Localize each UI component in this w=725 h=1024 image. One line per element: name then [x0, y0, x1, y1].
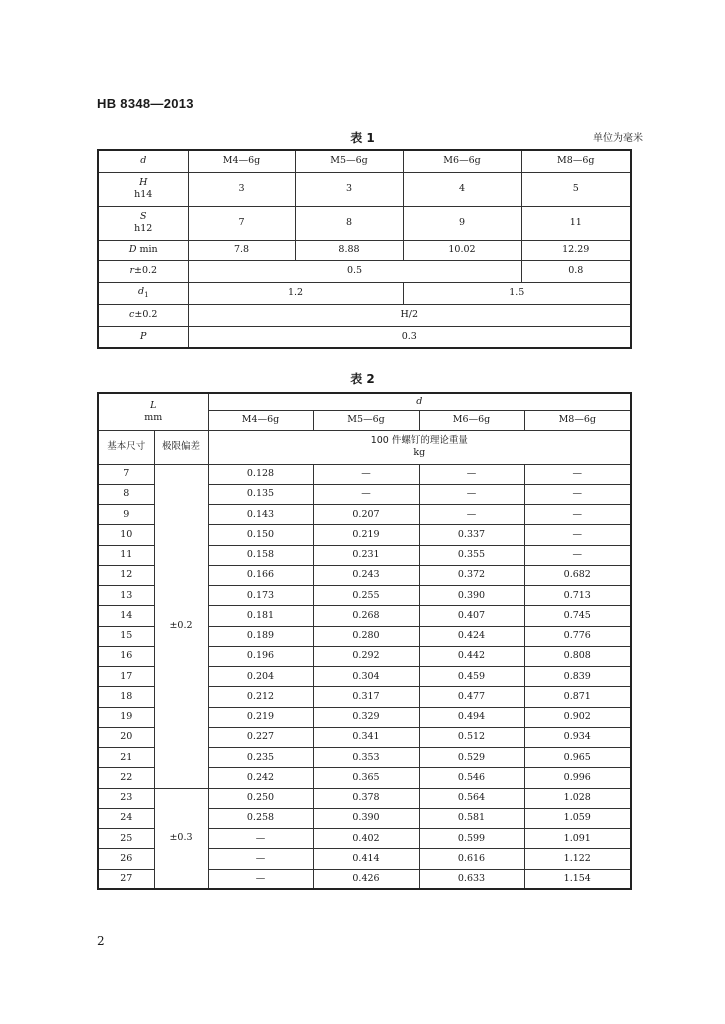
cell: 7.8: [188, 240, 295, 260]
cell: 8: [295, 206, 403, 240]
basic-size-cell: 10: [98, 525, 154, 545]
weight-cell: 0.365: [313, 768, 419, 788]
cell: 1.2: [188, 282, 403, 304]
weight-cell: 1.122: [524, 849, 631, 869]
weight-cell: 0.135: [208, 484, 313, 504]
weight-cell: 0.212: [208, 687, 313, 707]
H-tolerance: h14: [134, 189, 153, 200]
d1-symbol: d: [137, 285, 145, 297]
table1-head-row: [98, 150, 631, 172]
weight-cell: 0.713: [524, 586, 631, 606]
table-row: [98, 788, 631, 808]
table2-L-header: [98, 393, 208, 430]
basic-size-cell: 24: [98, 808, 154, 828]
weight-cell: 0.682: [524, 565, 631, 585]
weight-cell: 0.934: [524, 727, 631, 747]
weight-cell: 0.839: [524, 667, 631, 687]
weight-cell: 0.181: [208, 606, 313, 626]
weight-unit: kg: [413, 447, 426, 458]
table-row: [98, 464, 631, 484]
weight-cell: 0.292: [313, 646, 419, 666]
weight-cell: 0.426: [313, 869, 419, 889]
basic-size-cell: 22: [98, 768, 154, 788]
weight-cell: 0.235: [208, 748, 313, 768]
c-symbol: c: [129, 309, 135, 320]
weight-cell: 0.204: [208, 667, 313, 687]
weight-cell: 0.219: [313, 525, 419, 545]
row-P-label: P: [98, 326, 188, 348]
weight-cell: 0.143: [208, 505, 313, 525]
weight-cell: 0.250: [208, 788, 313, 808]
c-suffix: ±0.2: [134, 309, 158, 320]
L-unit: mm: [144, 411, 163, 423]
weight-cell: 0.776: [524, 626, 631, 646]
weight-cell: 0.372: [419, 565, 524, 585]
table1-title: 表 1: [350, 131, 375, 145]
weight-cell: 0.150: [208, 525, 313, 545]
cell: 1.5: [403, 282, 631, 304]
r-suffix: ±0.2: [133, 265, 158, 276]
weight-cell: 1.091: [524, 829, 631, 849]
table1-col-m5: M5—6g: [295, 150, 403, 172]
weight-cell: 0.808: [524, 646, 631, 666]
basic-size-cell: 23: [98, 788, 154, 808]
cell: 4: [403, 172, 521, 206]
weight-cell: —: [313, 464, 419, 484]
basic-size-cell: 20: [98, 727, 154, 747]
basic-size-cell: 9: [98, 505, 154, 525]
weight-label: 100 件螺钉的理论重量: [370, 435, 468, 446]
basic-size-cell: 13: [98, 586, 154, 606]
table2: [97, 392, 632, 890]
table1-row-c: [98, 304, 631, 326]
weight-cell: 0.329: [313, 707, 419, 727]
table2-head-row3: [98, 430, 631, 464]
weight-cell: 0.965: [524, 748, 631, 768]
weight-cell: 0.459: [419, 667, 524, 687]
table2-col-m6: M6—6g: [419, 410, 524, 430]
table2-head-row1: [98, 393, 631, 410]
basic-size-cell: 21: [98, 748, 154, 768]
cell: 10.02: [403, 240, 521, 260]
cell: 3: [295, 172, 403, 206]
weight-cell: —: [419, 484, 524, 504]
table2-d-header: d: [208, 393, 631, 410]
weight-cell: 0.477: [419, 687, 524, 707]
basic-size-header: 基本尺寸: [98, 430, 154, 464]
basic-size-cell: 7: [98, 464, 154, 484]
basic-size-cell: 8: [98, 484, 154, 504]
weight-cell: 0.189: [208, 626, 313, 646]
weight-cell: 0.407: [419, 606, 524, 626]
weight-cell: 0.255: [313, 586, 419, 606]
weight-cell: 0.128: [208, 464, 313, 484]
table1-row-S: [98, 206, 631, 240]
weight-cell: 0.546: [419, 768, 524, 788]
weight-cell: —: [524, 505, 631, 525]
weight-cell: 0.996: [524, 768, 631, 788]
weight-cell: —: [524, 545, 631, 565]
weight-cell: 0.355: [419, 545, 524, 565]
weight-cell: 0.414: [313, 849, 419, 869]
cell: 12.29: [521, 240, 631, 260]
weight-cell: 0.173: [208, 586, 313, 606]
basic-size-cell: 17: [98, 667, 154, 687]
weight-cell: 0.231: [313, 545, 419, 565]
weight-cell: —: [419, 505, 524, 525]
cell: 7: [188, 206, 295, 240]
table1-col-m8: M8—6g: [521, 150, 631, 172]
table2-col-m5: M5—6g: [313, 410, 419, 430]
tolerance-cell: ±0.2: [154, 464, 208, 788]
weight-cell: 0.304: [313, 667, 419, 687]
weight-cell: 0.378: [313, 788, 419, 808]
weight-cell: 0.442: [419, 646, 524, 666]
cell: 0.5: [188, 260, 521, 282]
table2-body: [98, 464, 631, 889]
cell: 0.3: [188, 326, 631, 348]
weight-cell: 0.280: [313, 626, 419, 646]
table1-col-m6: M6—6g: [403, 150, 521, 172]
table2-col-m4: M4—6g: [208, 410, 313, 430]
weight-cell: —: [208, 829, 313, 849]
basic-size-cell: 26: [98, 849, 154, 869]
weight-cell: 1.154: [524, 869, 631, 889]
cell: 5: [521, 172, 631, 206]
weight-cell: 0.529: [419, 748, 524, 768]
tolerance-cell: ±0.3: [154, 788, 208, 889]
table1-row-H: [98, 172, 631, 206]
weight-cell: 0.353: [313, 748, 419, 768]
weight-cell: 0.512: [419, 727, 524, 747]
weight-cell: 0.268: [313, 606, 419, 626]
table1-row-D: [98, 240, 631, 260]
cell: H/2: [188, 304, 631, 326]
cell: 8.88: [295, 240, 403, 260]
unit-note: 单位为毫米: [593, 133, 643, 144]
weight-cell: 0.902: [524, 707, 631, 727]
weight-cell: 0.227: [208, 727, 313, 747]
table1-row-d1: [98, 282, 631, 304]
S-symbol: S: [139, 211, 147, 222]
weight-cell: 0.207: [313, 505, 419, 525]
weight-cell: 0.871: [524, 687, 631, 707]
S-tolerance: h12: [134, 223, 153, 234]
weight-cell: —: [524, 464, 631, 484]
weight-cell: 0.242: [208, 768, 313, 788]
table1-row-P: [98, 326, 631, 348]
weight-cell: 1.059: [524, 808, 631, 828]
basic-size-cell: 11: [98, 545, 154, 565]
weight-cell: 0.243: [313, 565, 419, 585]
table1-head-d: d: [98, 150, 188, 172]
weight-cell: 0.390: [419, 586, 524, 606]
basic-size-cell: 19: [98, 707, 154, 727]
weight-cell: 1.028: [524, 788, 631, 808]
basic-size-cell: 27: [98, 869, 154, 889]
weight-cell: 0.337: [419, 525, 524, 545]
table2-col-m8: M8—6g: [524, 410, 631, 430]
d1-subscript: 1: [144, 290, 149, 299]
H-symbol: H: [139, 177, 148, 188]
weight-header: [208, 430, 631, 464]
weight-cell: 0.581: [419, 808, 524, 828]
weight-cell: 0.616: [419, 849, 524, 869]
weight-cell: 0.599: [419, 829, 524, 849]
weight-cell: 0.564: [419, 788, 524, 808]
cell: 11: [521, 206, 631, 240]
row-r-label: [98, 260, 188, 282]
basic-size-cell: 16: [98, 646, 154, 666]
weight-cell: 0.341: [313, 727, 419, 747]
basic-size-cell: 25: [98, 829, 154, 849]
weight-cell: 0.158: [208, 545, 313, 565]
weight-cell: 0.494: [419, 707, 524, 727]
table1-col-m4: M4—6g: [188, 150, 295, 172]
r-symbol: r: [129, 265, 134, 276]
L-symbol: L: [150, 399, 157, 411]
weight-cell: —: [208, 869, 313, 889]
D-symbol: D: [128, 244, 137, 255]
row-d1-label: [98, 282, 188, 304]
weight-cell: 0.402: [313, 829, 419, 849]
weight-cell: —: [524, 525, 631, 545]
weight-cell: —: [524, 484, 631, 504]
basic-size-cell: 14: [98, 606, 154, 626]
weight-cell: 0.219: [208, 707, 313, 727]
table2-title: 表 2: [350, 372, 375, 386]
page-number: 2: [97, 934, 105, 948]
D-suffix: min: [136, 244, 158, 255]
tolerance-header: 极限偏差: [154, 430, 208, 464]
basic-size-cell: 18: [98, 687, 154, 707]
weight-cell: 0.258: [208, 808, 313, 828]
weight-cell: 0.745: [524, 606, 631, 626]
weight-cell: —: [419, 464, 524, 484]
standard-code: HB 8348—2013: [97, 96, 194, 111]
basic-size-cell: 15: [98, 626, 154, 646]
weight-cell: —: [313, 484, 419, 504]
weight-cell: 0.633: [419, 869, 524, 889]
weight-cell: 0.317: [313, 687, 419, 707]
table1: [97, 149, 632, 349]
basic-size-cell: 12: [98, 565, 154, 585]
weight-cell: 0.390: [313, 808, 419, 828]
cell: 0.8: [521, 260, 631, 282]
weight-cell: —: [208, 849, 313, 869]
weight-cell: 0.424: [419, 626, 524, 646]
row-H-label: [98, 172, 188, 206]
weight-cell: 0.196: [208, 646, 313, 666]
row-D-label: [98, 240, 188, 260]
table1-row-r: [98, 260, 631, 282]
row-S-label: [98, 206, 188, 240]
cell: 9: [403, 206, 521, 240]
row-c-label: [98, 304, 188, 326]
cell: 3: [188, 172, 295, 206]
weight-cell: 0.166: [208, 565, 313, 585]
